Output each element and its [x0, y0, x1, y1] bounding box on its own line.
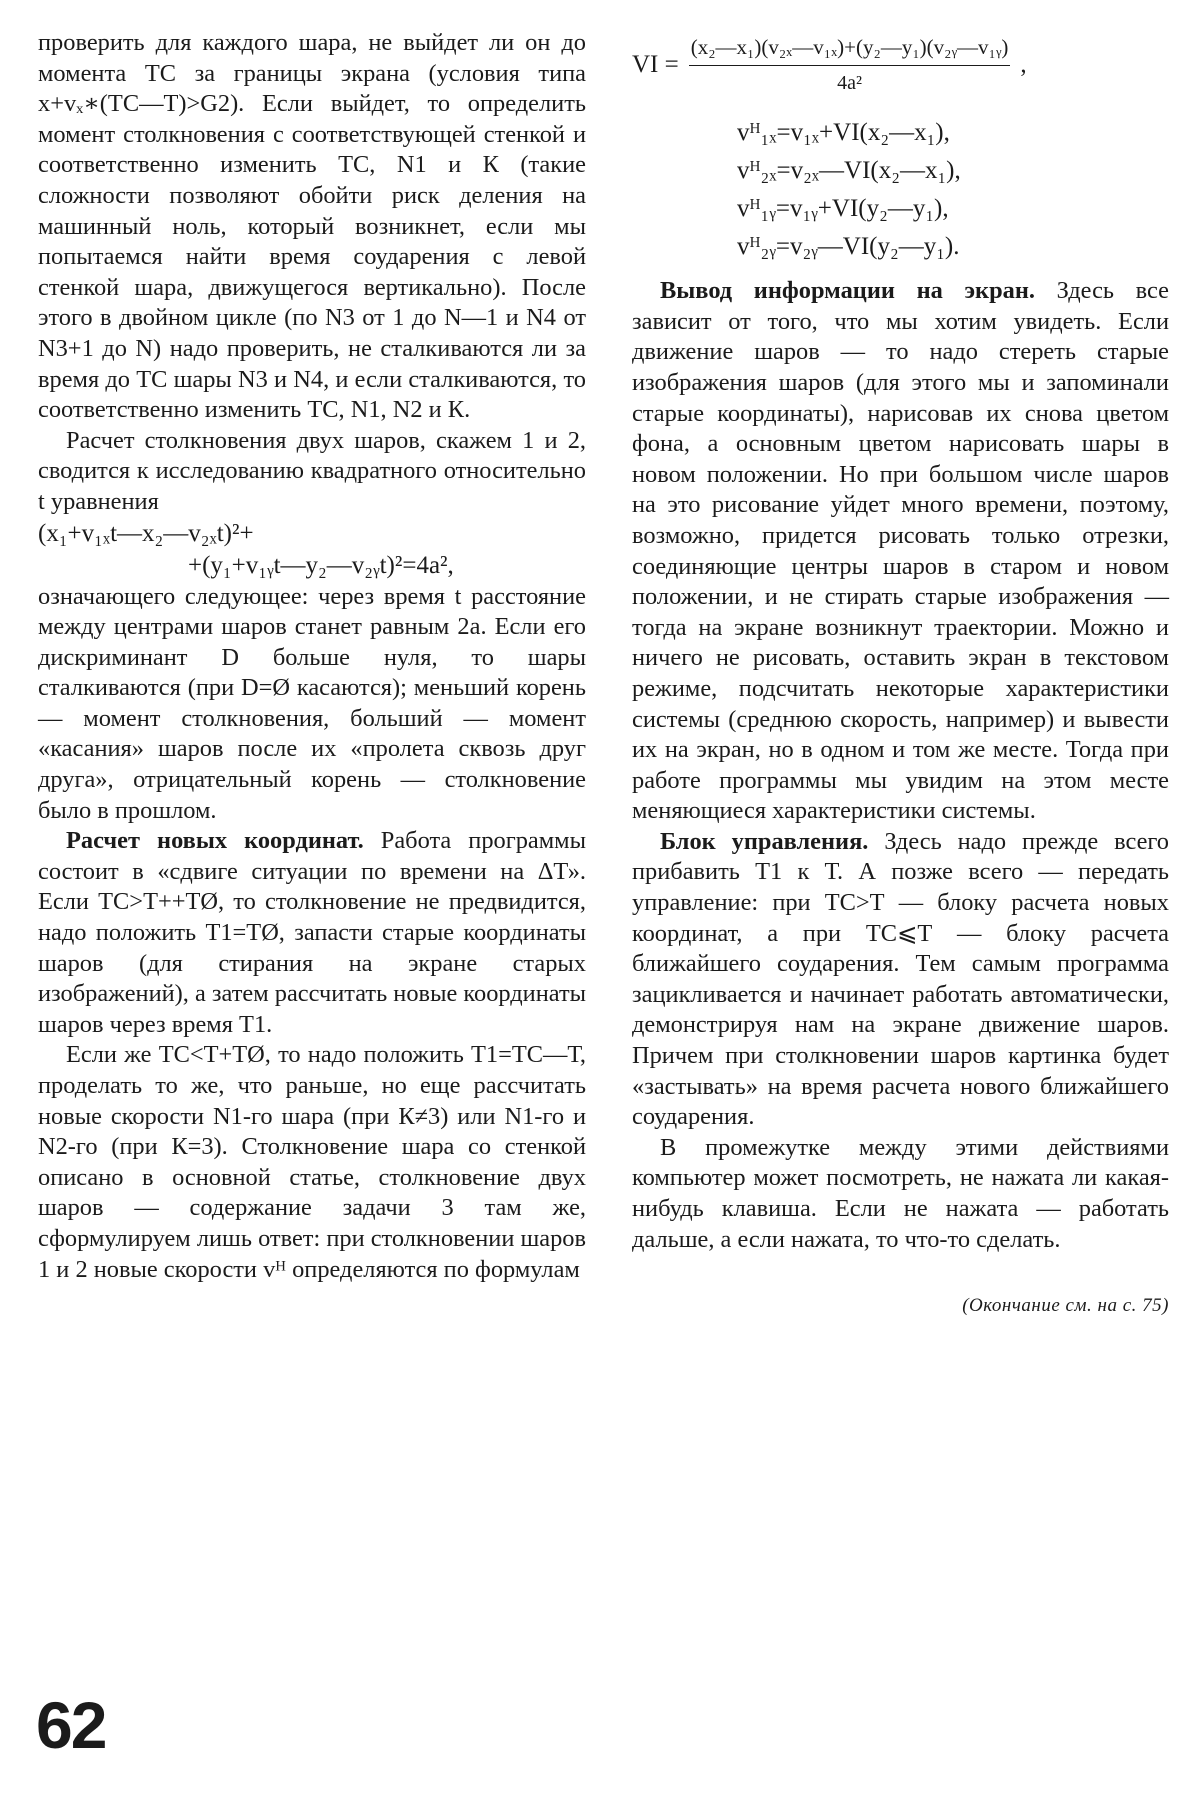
paragraph-4-text: Работа программы состоит в «сдвиге ситуации по времени на ΔТ». Если ТС>Т++ТØ, то столкновение не предвидится, надо положить Т1=ТØ, запасти старые координаты шаров (для стирания на экране старых изображений), а затем рассчитать новые координаты шаров через время Т1. [38, 827, 587, 1038]
vi-denominator: 4a² [837, 71, 863, 94]
vi-numerator: (x₂—x₁)(v₂ₓ—v₁ₓ)+(y₂—y₁)(v₂ᵧ—v₁ᵧ) [689, 32, 1011, 66]
vi-fraction [689, 32, 1011, 98]
paragraph-1: проверить для каждого шара, не выйдет ли он до момента ТС за границы экрана (условия типа x+vₓ∗(ТС—Т)>G2). Если выйдет, то определить момент столкновения с соответствующей стенкой и соответственно изменить ТС, N1 и К (такие сложности позволяют обойти риск деления на машинный ноль, который возникнет, если мы попытаемся найти время соударения с левой стенкой шара, движущегося вертикально). После этого в двойном цикле (по N3 от 1 до N—1 и N4 от N3+1 до N) надо проверить, не сталкиваются ли за время до ТС шары N3 и N4, и если сталкиваются, то соответственно изменить ТС, N1, N2 и К. [38, 29, 586, 424]
vi-formula [632, 32, 1169, 98]
vi-formula-lhs: VI = [632, 50, 679, 78]
velocity-formulas [632, 114, 1169, 266]
right-column [632, 28, 1169, 1322]
collision-equation-line-1: (x₁+v₁ₓt—x₂—v₂ₓt)²+ [38, 519, 254, 547]
paragraph-8: В промежутке между этими действиями компьютер может посмотреть, не нажата ли какая-нибудь клавиша. Если не нажата — работать дальше, а если нажата, то что-то сделать. [632, 1133, 1169, 1253]
section-heading-new-coordinates: Расчет новых координат. [66, 827, 364, 855]
velocity-formula: vᴴ₁ₓ=v₁ₓ+VI(x₂—x₁), [737, 119, 950, 147]
left-column [38, 28, 586, 1285]
paragraph-7-text: Здесь надо прежде всего прибавить Т1 к Т. А позже всего — передать управление: при ТС>Т — блоку расчета новых координат, а при ТС⩽Т — блоку расчета ближайшего соударения. Тем самым программа зацикливается и начинает работать автоматически, демонстрируя нам на экране движение шаров. Причем при столкновении шаров картинка будет «застывать» на время расчета нового ближайшего соударения. [632, 827, 1170, 1131]
paragraph-6 [632, 276, 1169, 827]
paragraph-7 [632, 827, 1169, 1133]
section-heading-control-block: Блок управления. [660, 827, 869, 855]
velocity-formula: vᴴ₁ᵧ=v₁ᵧ+VI(y₂—y₁), [737, 195, 949, 223]
paragraph-2: Расчет столкновения двух шаров, скажем 1 и 2, сводится к исследованию квадратного относительно t уравнения [38, 426, 586, 515]
paragraph-4 [38, 826, 586, 1040]
section-heading-display-output: Вывод информации на экран. [660, 277, 1035, 305]
paragraph-6-text: Здесь все зависит от того, что мы хотим увидеть. Если движение шаров — то надо стереть старые изображения шаров (для этого мы и запоминали старые координаты), нарисовав их снова цветом фона, а основным цветом нарисовать шары в новом положении. Но при большом числе шаров на это рисование уйдет много времени, поэтому, возможно, придется рисовать только отрезки, соединяющие центры шаров в старом и новом положении, и не стирать старые изображения — тогда на экране возникнут траектории. Можно и ничего не рисовать, оставить экран в текстовом режиме, подсчитать некоторые характеристики системы (среднюю скорость, например) и вывести их на экран, но в одном и том же месте. Тогда при работе программы мы увидим на этом месте меняющиеся характеристики системы. [632, 277, 1170, 825]
page-number: 62 [36, 1688, 106, 1762]
velocity-formula: vᴴ₂ᵧ=v₂ᵧ—VI(y₂—y₁). [737, 233, 960, 261]
collision-equation-line-2: +(y₁+v₁ᵧt—y₂—v₂ᵧt)²=4a², [188, 551, 454, 579]
paragraph-5: Если же ТС<Т+ТØ, то надо положить Т1=ТС—Т, проделать то же, что раньше, но еще рассчитать новые скорости N1-го шара (при К≠3) или N1-го и N2-го (при К=3). Столкновение шара со стенкой описано в основной статье, столкновение двух шаров — содержание задачи 3 там же, сформулируем лишь ответ: при столкновении шаров 1 и 2 новые скорости vᴴ определяются по формулам [38, 1041, 587, 1283]
collision-equation [38, 518, 586, 582]
vi-comma: , [1020, 50, 1027, 78]
continuation-note: (Окончание см. на с. 75) [962, 1295, 1169, 1317]
velocity-formula: vᴴ₂ₓ=v₂ₓ—VI(x₂—x₁), [737, 157, 961, 185]
paragraph-3: означающего следующее: через время t расстояние между центрами шаров станет равным 2а. Если его дискриминант D больше нуля, то шары сталкиваются (при D=Ø касаются); меньший корень — момент столкновения, больший — момент «касания» шаров после их «пролета сквозь друг друга», отрицательный корень — столкновение было в прошлом. [38, 582, 586, 824]
